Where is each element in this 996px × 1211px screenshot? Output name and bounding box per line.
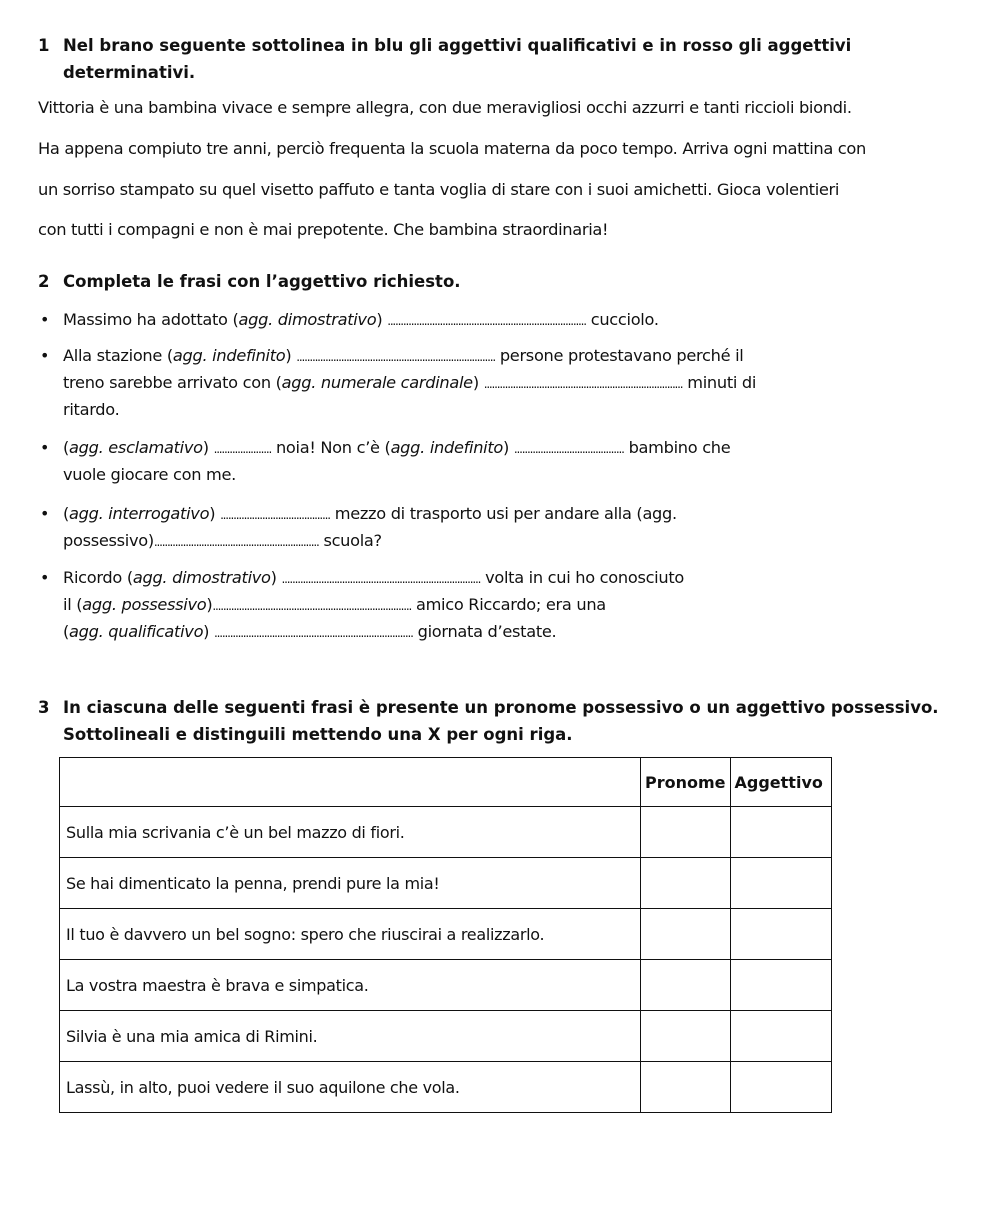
header-pronome: Pronome: [641, 758, 731, 807]
fill-item-cont: [63, 531, 382, 550]
blank-field[interactable]: ..........................................: [513, 442, 624, 456]
exercise-instruction-cont: determinativi.: [63, 63, 196, 82]
exercise-instruction-cont: Sottolineali e distinguili mettendo una X per ogni riga.: [63, 725, 573, 744]
hint: agg. indefinito: [172, 346, 286, 365]
text: ): [203, 622, 210, 641]
sentence-cell: Se hai dimenticato la penna, prendi pure la mia!: [60, 858, 641, 909]
passage-line: Vittoria è una bambina vivace e sempre allegra, con due meravigliosi occhi azzurri e tanti riccioli biondi.: [38, 98, 852, 117]
text: amico Riccardo; era una: [411, 595, 606, 614]
blank-field[interactable]: ...............................................................: [153, 535, 319, 549]
text: persone protestavano perché il: [494, 346, 744, 365]
passage-line: Ha appena compiuto tre anni, perciò frequenta la scuola materna da poco tempo. Arriva ogni mattina con: [38, 139, 866, 158]
blank-field[interactable]: ............................................................................: [212, 599, 412, 613]
sentence-cell: Silvia è una mia amica di Rimini.: [60, 1011, 641, 1062]
fill-item: [63, 310, 659, 329]
exercise-number: 3: [38, 698, 50, 717]
table-row: [60, 909, 832, 960]
aggettivo-checkbox-cell[interactable]: [730, 909, 831, 960]
sentence-cell: Sulla mia scrivania c’è un bel mazzo di fiori.: [60, 807, 641, 858]
fill-item-cont: [63, 622, 556, 641]
fill-item-cont: [63, 373, 756, 392]
fill-item: [63, 504, 677, 523]
text: possessivo): [63, 531, 154, 550]
text: ): [270, 568, 277, 587]
sentence-cell: Lassù, in alto, puoi vedere il suo aquilone che vola.: [60, 1062, 641, 1113]
hint: agg. possessivo: [82, 595, 207, 614]
aggettivo-checkbox-cell[interactable]: [730, 807, 831, 858]
header-aggettivo: Aggettivo: [730, 758, 831, 807]
hint: agg. dimostrativo: [132, 568, 271, 587]
fill-item-cont: [63, 595, 606, 614]
passage-line: un sorriso stampato su quel visetto paffuto e tanta voglia di stare con i suoi amichetti. Gioca volentieri: [38, 180, 840, 199]
text: ): [376, 310, 383, 329]
bullet-icon: •: [40, 310, 50, 329]
aggettivo-checkbox-cell[interactable]: [730, 1062, 831, 1113]
pronome-checkbox-cell[interactable]: [641, 1011, 731, 1062]
aggettivo-checkbox-cell[interactable]: [730, 858, 831, 909]
text: (: [63, 504, 70, 523]
bullet-icon: •: [40, 438, 50, 457]
table-header-row: [60, 758, 832, 807]
text: ): [202, 438, 209, 457]
sentence-cell: La vostra maestra è brava e simpatica.: [60, 960, 641, 1011]
hint: agg. interrogativo: [69, 504, 210, 523]
text: ): [503, 438, 510, 457]
exercise-instruction: In ciascuna delle seguenti frasi è presente un pronome possessivo o un aggettivo possessivo.: [63, 698, 939, 717]
text: bambino che: [623, 438, 731, 457]
bullet-icon: •: [40, 568, 50, 587]
pronome-checkbox-cell[interactable]: [641, 807, 731, 858]
text: cucciolo.: [585, 310, 659, 329]
text: Ricordo (: [63, 568, 133, 587]
exercise-number: 2: [38, 272, 50, 291]
blank-field[interactable]: ............................................................................: [387, 314, 586, 328]
hint: agg. qualificativo: [69, 622, 204, 641]
hint: agg. dimostrativo: [238, 310, 377, 329]
table-row: [60, 960, 832, 1011]
fill-item: [63, 438, 730, 457]
aggettivo-checkbox-cell[interactable]: [730, 1011, 831, 1062]
table-row: [60, 1062, 832, 1113]
text: scuola?: [318, 531, 382, 550]
pronome-checkbox-cell[interactable]: [641, 1062, 731, 1113]
text: il (: [63, 595, 83, 614]
hint: agg. indefinito: [390, 438, 504, 457]
blank-field[interactable]: ..........................................: [220, 508, 330, 522]
blank-field[interactable]: ............................................................................: [483, 377, 683, 391]
pronome-checkbox-cell[interactable]: [641, 960, 731, 1011]
blank-field[interactable]: ......................: [213, 442, 272, 456]
text: (: [63, 438, 70, 457]
text: minuti di: [682, 373, 757, 392]
exercise-number: 1: [38, 36, 50, 55]
text: Massimo ha adottato (: [63, 310, 239, 329]
pronome-checkbox-cell[interactable]: [641, 909, 731, 960]
hint: agg. esclamativo: [69, 438, 203, 457]
bullet-icon: •: [40, 346, 50, 365]
blank-field[interactable]: ............................................................................: [281, 572, 481, 586]
blank-field[interactable]: ............................................................................: [296, 350, 495, 364]
exercise-instruction: Completa le frasi con l’aggettivo richiesto.: [63, 272, 461, 291]
fill-item-cont: ritardo.: [63, 400, 120, 419]
table-row: [60, 858, 832, 909]
exercise-instruction: Nel brano seguente sottolinea in blu gli aggettivi qualificativi e in rosso gli aggettivi: [63, 36, 852, 55]
text: ): [209, 504, 216, 523]
text: giornata d’estate.: [412, 622, 557, 641]
text: (: [63, 622, 70, 641]
fill-item-cont: vuole giocare con me.: [63, 465, 237, 484]
sentence-cell: Il tuo è davvero un bel sogno: spero che riuscirai a realizzarlo.: [60, 909, 641, 960]
table-row: [60, 807, 832, 858]
bullet-icon: •: [40, 504, 50, 523]
text: ): [472, 373, 479, 392]
aggettivo-checkbox-cell[interactable]: [730, 960, 831, 1011]
fill-item: [63, 568, 684, 587]
blank-field[interactable]: ............................................................................: [214, 626, 413, 640]
text: noia! Non c’è (: [271, 438, 391, 457]
header-sentence: [60, 758, 641, 807]
text: Alla stazione (: [63, 346, 173, 365]
table-row: [60, 1011, 832, 1062]
text: ): [206, 595, 213, 614]
text: mezzo di trasporto usi per andare alla (agg.: [329, 504, 677, 523]
pronome-checkbox-cell[interactable]: [641, 858, 731, 909]
fill-item: [63, 346, 744, 365]
passage-line: con tutti i compagni e non è mai prepotente. Che bambina straordinaria!: [38, 220, 609, 239]
possessive-table: [59, 757, 832, 1113]
text: volta in cui ho conosciuto: [480, 568, 684, 587]
text: treno sarebbe arrivato con (: [63, 373, 282, 392]
text: ): [285, 346, 292, 365]
hint: agg. numerale cardinale: [281, 373, 473, 392]
